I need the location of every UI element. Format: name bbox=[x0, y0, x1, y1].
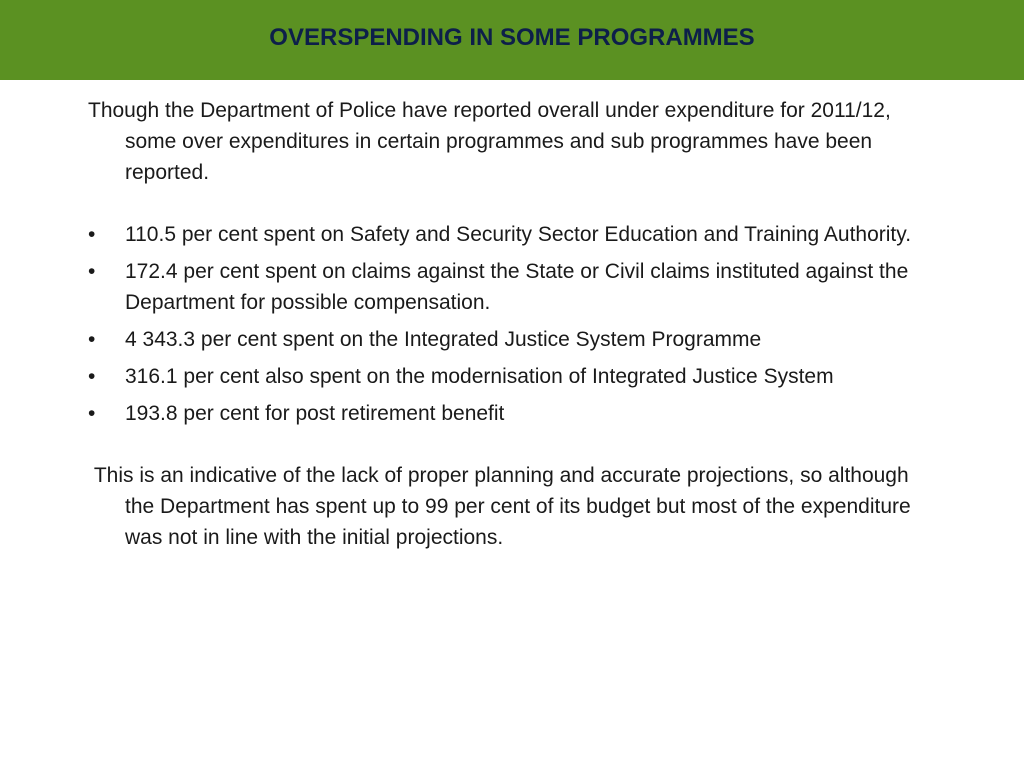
bullet-text: 316.1 per cent also spent on the modernisation of Integrated Justice System bbox=[125, 365, 834, 388]
bullet-text: 4 343.3 per cent spent on the Integrated Justice System Programme bbox=[125, 328, 762, 351]
bullet-text: 172.4 per cent spent on claims against the State or Civil claims instituted against the Department for possible compensation. bbox=[125, 260, 909, 314]
bullet-text: 110.5 per cent spent on Safety and Security Sector Education and Training Authority. bbox=[125, 223, 912, 246]
conclusion-paragraph: This is an indicative of the lack of proper planning and accurate projections, so although the Department has spent up to 99 per cent of its budget but most of the expenditure was not in line with the initial projections. bbox=[88, 464, 917, 549]
bullet-list bbox=[88, 219, 938, 429]
bullet-dot-icon: • bbox=[88, 223, 96, 246]
bullet-item bbox=[88, 324, 938, 355]
bullet-text: 193.8 per cent for post retirement benefit bbox=[125, 402, 505, 425]
bullet-dot-icon: • bbox=[88, 328, 96, 351]
intro-paragraph: Though the Department of Police have reported overall under expenditure for 2011/12, some over expenditures in certain programmes and sub programmes have been reported. bbox=[88, 99, 891, 184]
bullet-item bbox=[88, 256, 938, 318]
title-bar bbox=[0, 0, 1024, 80]
bullet-item bbox=[88, 398, 938, 429]
bullet-dot-icon: • bbox=[88, 365, 96, 388]
bullet-item bbox=[88, 361, 938, 392]
bullet-item bbox=[88, 219, 938, 250]
slide-title: OVERSPENDING IN SOME PROGRAMMES bbox=[269, 24, 755, 51]
slide-content bbox=[88, 95, 938, 553]
bullet-dot-icon: • bbox=[88, 402, 96, 425]
bullet-dot-icon: • bbox=[88, 260, 96, 283]
